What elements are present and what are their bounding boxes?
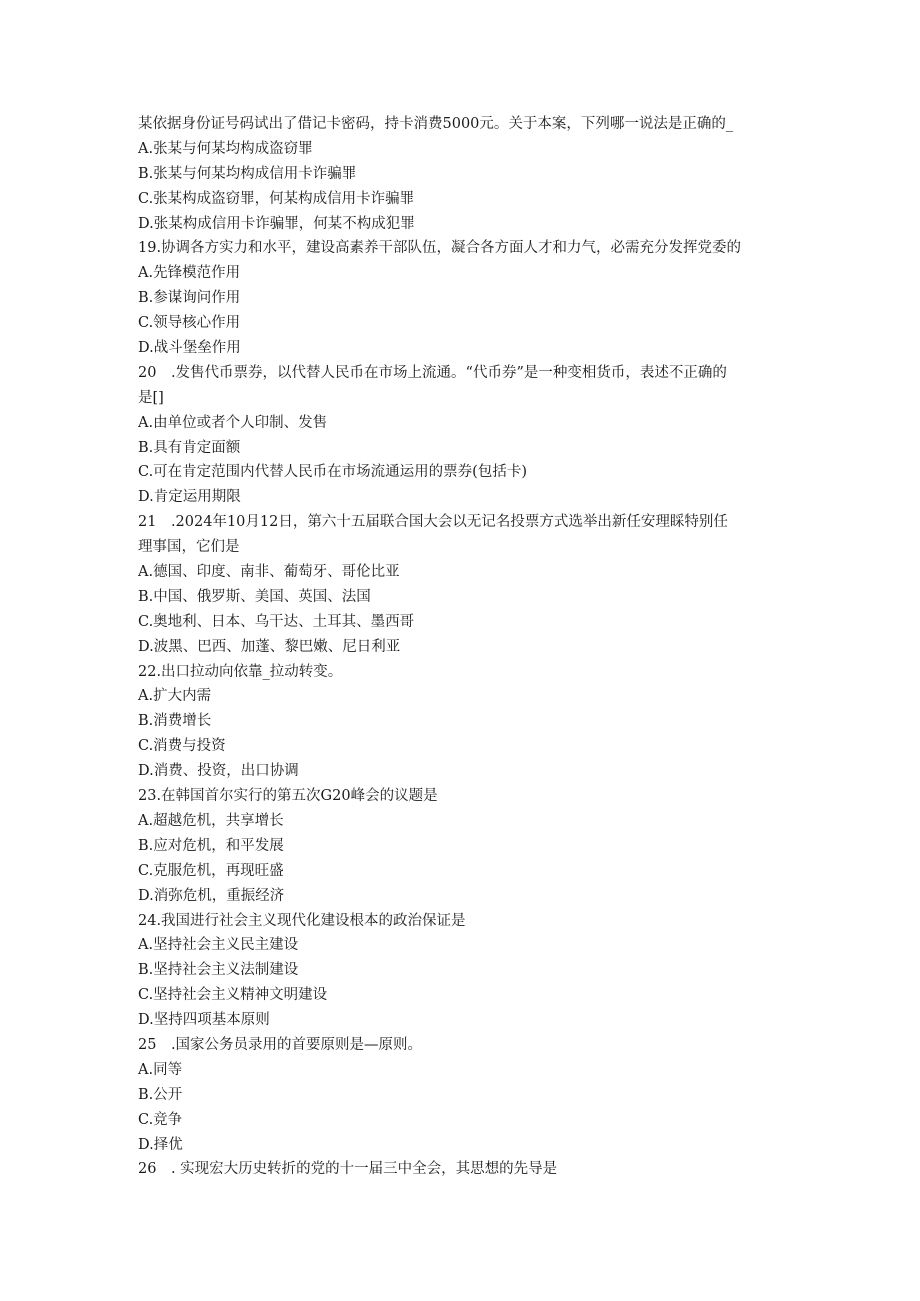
question-20-stem-line2: 是[] bbox=[138, 389, 164, 406]
question-21-stem-line2: 理事国，它们是 bbox=[138, 539, 240, 556]
question-25-option-d: D.择优 bbox=[138, 1136, 183, 1153]
question-19-option-d: D.战斗堡垒作用 bbox=[138, 340, 241, 357]
question-19-stem: 19.协调各方实力和水平，建设高素养干部队伍，凝合各方面人才和力气，必需充分发挥党委的 bbox=[138, 240, 742, 257]
question-21-option-c: C.奥地利、日本、乌干达、土耳其、墨西哥 bbox=[138, 613, 415, 630]
question-23-option-a: A.超越危机，共享增长 bbox=[138, 812, 284, 829]
question-23-option-b: B.应对危机，和平发展 bbox=[138, 837, 284, 854]
question-23-option-d: D.消弥危机，重振经济 bbox=[138, 887, 285, 904]
question-18-option-c: C.张某构成盗窃罪，何某构成信用卡诈骗罪 bbox=[138, 190, 415, 207]
question-25-option-c: C.竞争 bbox=[138, 1111, 183, 1128]
question-25-stem: 25 .国家公务员录用的首要原则是—原则。 bbox=[138, 1036, 423, 1053]
question-25-option-a: A.同等 bbox=[138, 1061, 183, 1078]
question-18-stem-tail: 某依据身份证号码试出了借记卡密码，持卡消费5000元。关于本案，下列哪一说法是正确的_ bbox=[138, 116, 734, 132]
question-20-stem-line1: 20 .发售代币票券，以代替人民币在市场上流通。“代币券”是一种变相货币，表述不正确的 bbox=[138, 364, 727, 381]
question-21-option-a: A.德国、印度、南非、葡萄牙、哥伦比亚 bbox=[138, 564, 400, 581]
question-18-option-b: B.张某与何某均构成信用卡诈骗罪 bbox=[138, 165, 357, 182]
question-24-stem: 24.我国进行社会主义现代化建设根本的政治保证是 bbox=[138, 912, 466, 929]
question-26-stem: 26 . 实现宏大历史转折的党的十一届三中全会，其思想的先导是 bbox=[138, 1161, 558, 1178]
question-21-option-d: D.波黑、巴西、加蓬、黎巴嫩、尼日利亚 bbox=[138, 638, 401, 655]
question-18-option-d: D.张某构成信用卡诈骗罪，何某不构成犯罪 bbox=[138, 215, 415, 232]
question-21-option-b: B.中国、俄罗斯、美国、英国、法国 bbox=[138, 588, 371, 605]
question-24-option-c: C.坚持社会主义精神文明建设 bbox=[138, 987, 328, 1004]
document-body bbox=[138, 112, 783, 1182]
question-24-option-d: D.坚持四项基本原则 bbox=[138, 1012, 270, 1029]
question-25-option-b: B.公开 bbox=[138, 1086, 183, 1103]
question-24-option-b: B.坚持社会主义法制建设 bbox=[138, 962, 299, 979]
question-19-option-c: C.领导核心作用 bbox=[138, 315, 241, 332]
question-21-stem-line1: 21 .2024年10月12日，第六十五届联合国大会以无记名投票方式选举出新任安理睬特别任 bbox=[138, 514, 728, 531]
question-20-option-b: B.具有肯定面额 bbox=[138, 439, 241, 456]
question-19-option-b: B.参谋询问作用 bbox=[138, 290, 241, 307]
question-22-option-b: B.消费增长 bbox=[138, 713, 212, 730]
question-20-option-c: C.可在肯定范围内代替人民币在市场流通运用的票券(包括卡) bbox=[138, 464, 527, 481]
question-20-option-a: A.由单位或者个人印制、发售 bbox=[138, 414, 328, 431]
question-24-option-a: A.坚持社会主义民主建设 bbox=[138, 937, 299, 954]
question-22-option-d: D.消费、投资，出口协调 bbox=[138, 763, 299, 780]
question-22-option-c: C.消费与投资 bbox=[138, 738, 226, 755]
question-20-option-d: D.肯定运用期限 bbox=[138, 489, 241, 506]
question-22-option-a: A.扩大内需 bbox=[138, 688, 212, 705]
question-23-stem: 23.在韩国首尔实行的第五次G20峰会的议题是 bbox=[138, 788, 438, 805]
question-19-option-a: A.先锋模范作用 bbox=[138, 265, 241, 282]
question-23-option-c: C.克服危机，再现旺盛 bbox=[138, 862, 284, 879]
question-18-option-a: A.张某与何某均构成盗窃罪 bbox=[138, 140, 313, 157]
question-22-stem: 22.出口拉动向依靠_拉动转变。 bbox=[138, 663, 343, 680]
